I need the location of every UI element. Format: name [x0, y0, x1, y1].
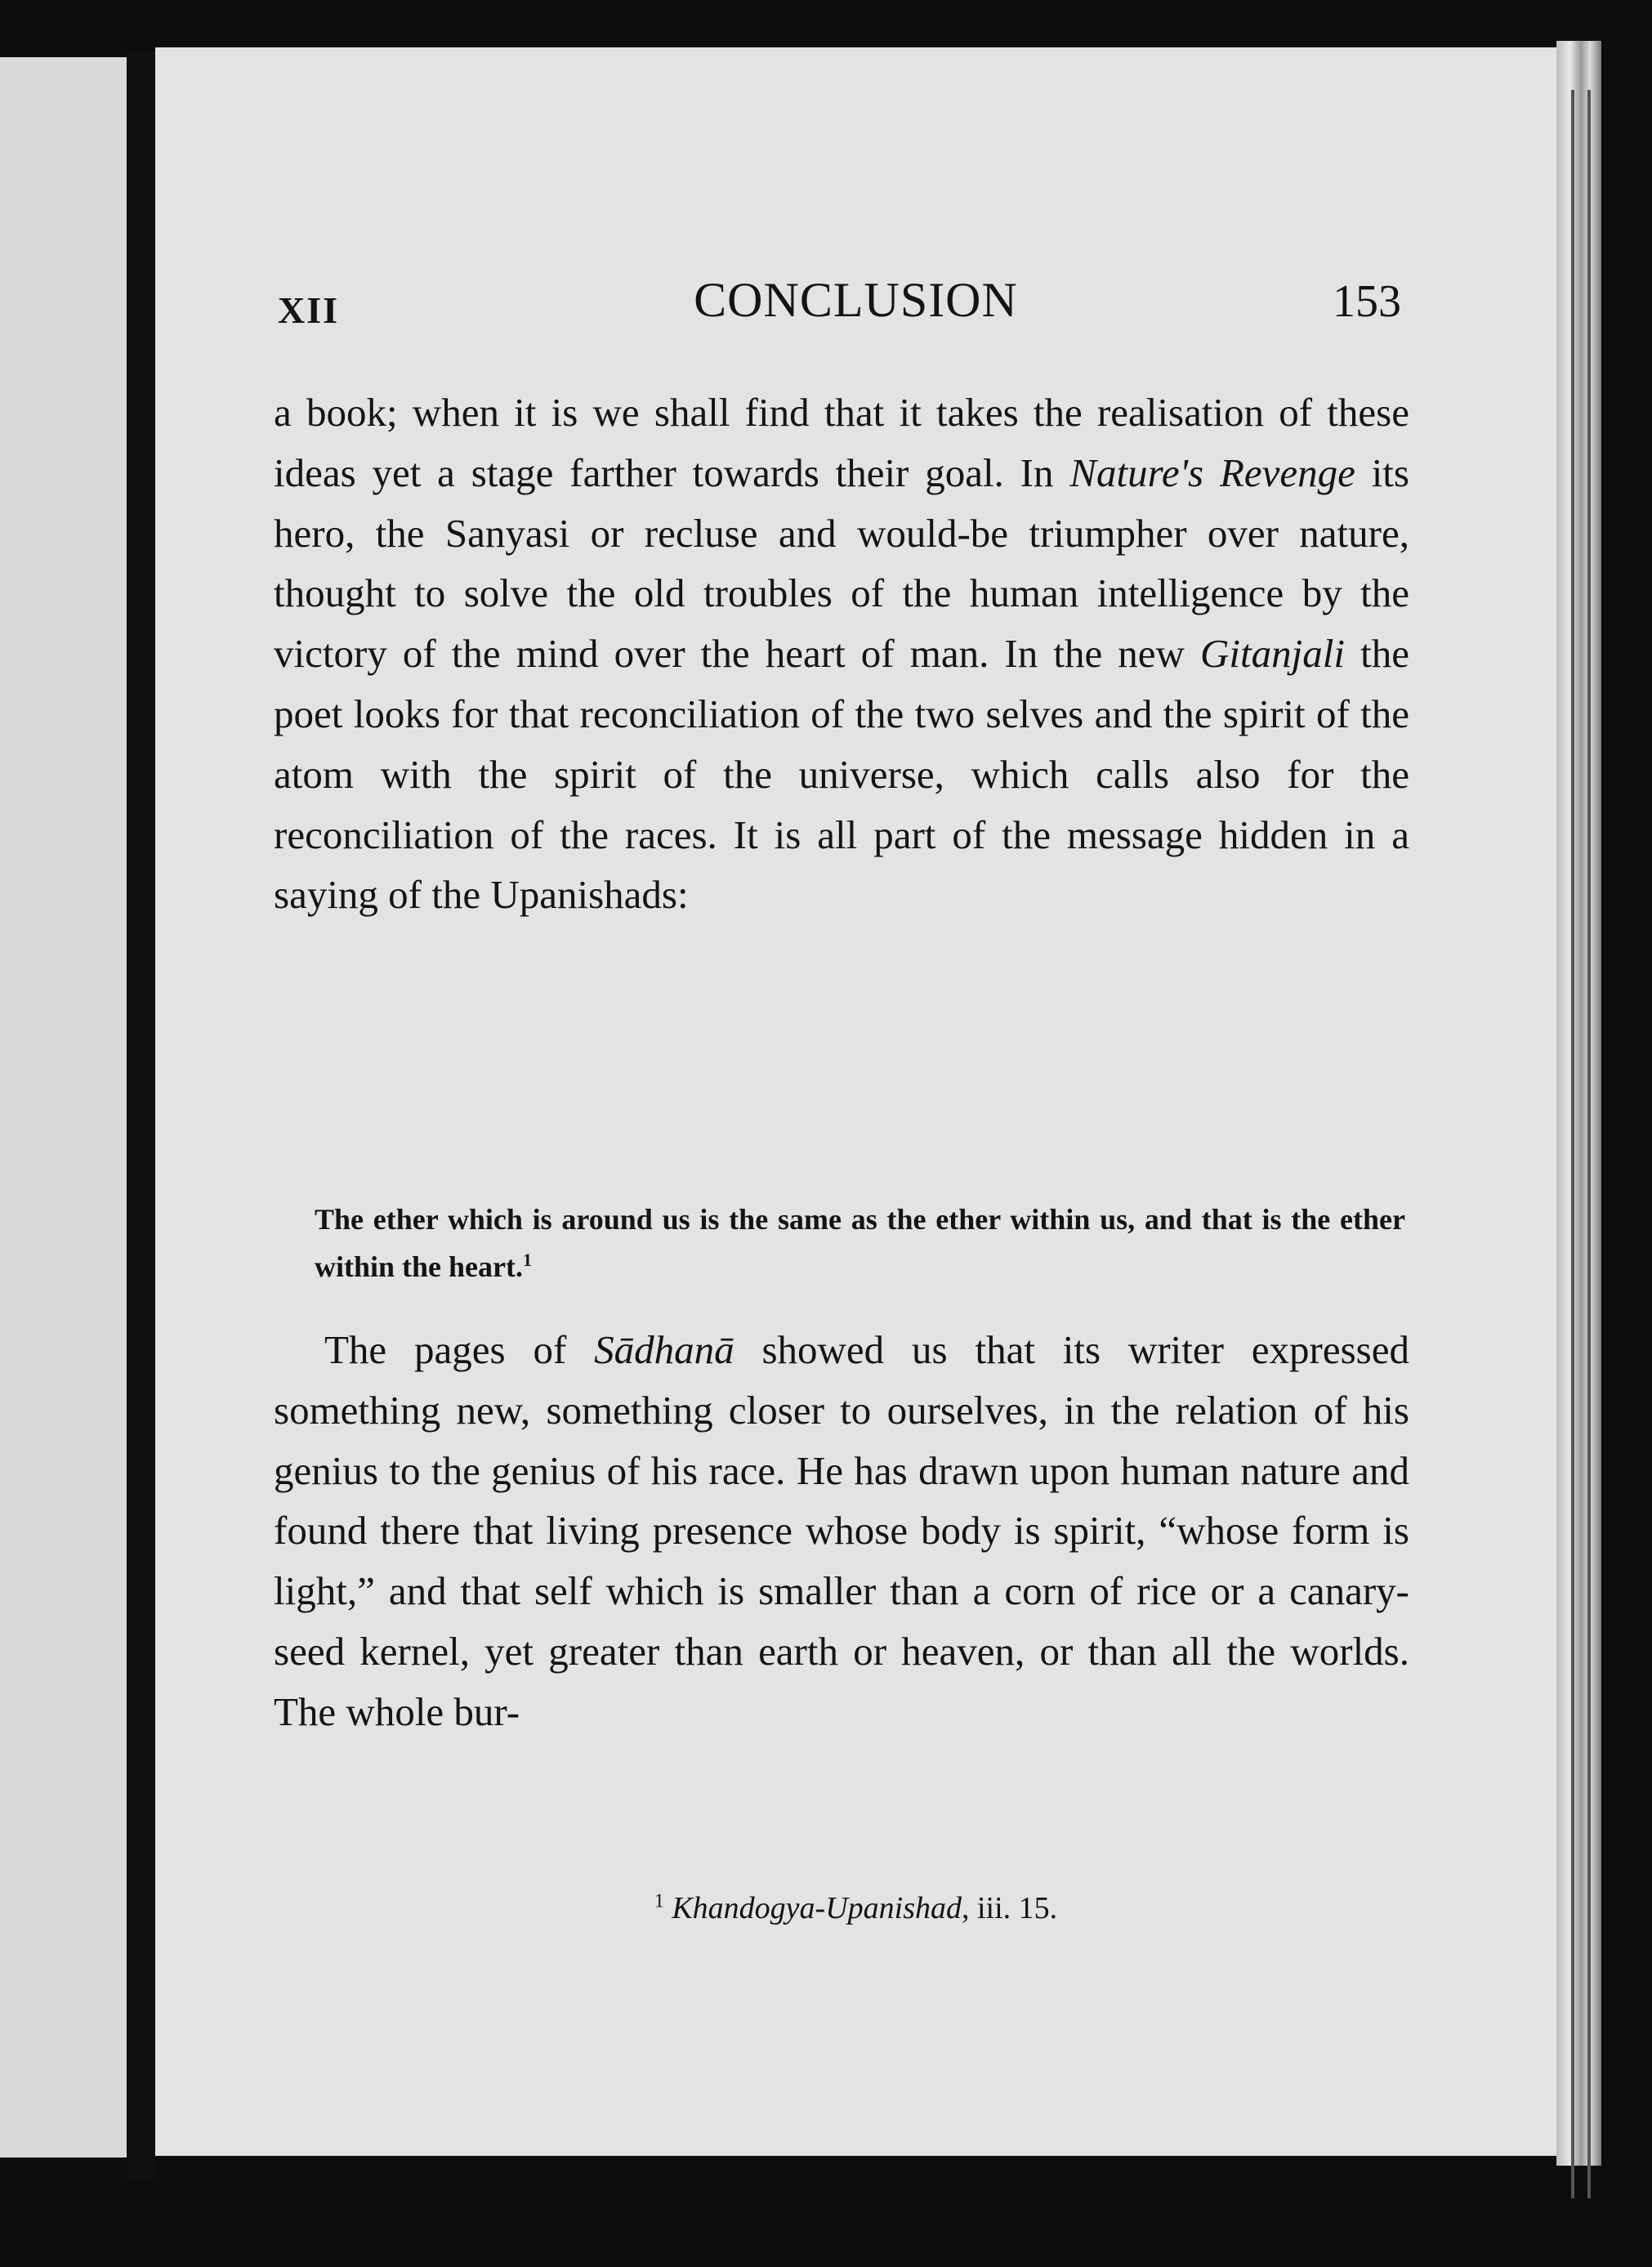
footnote-mark: 1: [654, 1890, 664, 1912]
paragraph-1-text-a: a book; when it is we shall find that it takes the realisation of these ideas yet a stage farther towards their goal. In: [274, 390, 1409, 495]
paragraph-1-text-c: the poet looks for that reconciliation of the two selves and the spirit of the atom with the spirit of the universe, which calls also for the reconciliation of the races. It is all part of the message hidden in a saying of the Upanishads:: [274, 631, 1409, 918]
page-edge-line: [1571, 90, 1574, 2198]
paragraph-1-text-b: its hero, the Sanyasi or recluse and would-be triumpher over nature, thought to solve the old troubles of the human intelligence by the victory of the mind over the heart of man. In the new: [274, 449, 1409, 677]
footnote: [155, 1890, 1556, 1926]
paragraph-2-text-a: The pages of: [324, 1327, 595, 1372]
body-paragraph-1: [274, 382, 1409, 925]
footnote-source-title: Khandogya-Upanishad: [672, 1891, 962, 1925]
chapter-title: CONCLUSION: [694, 273, 1018, 327]
page-edge-line: [1587, 90, 1591, 2198]
body-paragraph-2: [274, 1320, 1409, 1742]
work-title-sadhana: Sādhanā: [594, 1327, 734, 1372]
chapter-number: XII: [278, 289, 340, 331]
page-number: 153: [1333, 276, 1401, 327]
quote-text: The ether which is around us is the same as the ether within us, and that is the ether within the heart.: [315, 1203, 1405, 1283]
paragraph-2-text-b: showed us that its writer expressed something new, something closer to ourselves, in the relation of his genius to the genius of his race. He has drawn upon human nature and found there that living presence whose body is spirit, “whose form is light,” and that self which is smaller than a corn of rice or a canary-seed kernel, yet greater than earth or heaven, or than all the worlds. The whole bur-: [274, 1327, 1409, 1734]
running-header: [155, 272, 1556, 346]
right-page-edges: [1556, 41, 1601, 2166]
book-spine-gutter: [127, 51, 155, 2180]
block-quote: [315, 1196, 1405, 1290]
left-page-edge: [0, 57, 127, 2157]
work-title-natures-revenge: Nature's Revenge: [1069, 449, 1355, 495]
footnote-reference: 1: [523, 1250, 532, 1270]
footnote-reference-text: , iii. 15.: [961, 1891, 1058, 1925]
book-page: [155, 47, 1556, 2156]
work-title-gitanjali: Gitanjali: [1200, 631, 1346, 677]
